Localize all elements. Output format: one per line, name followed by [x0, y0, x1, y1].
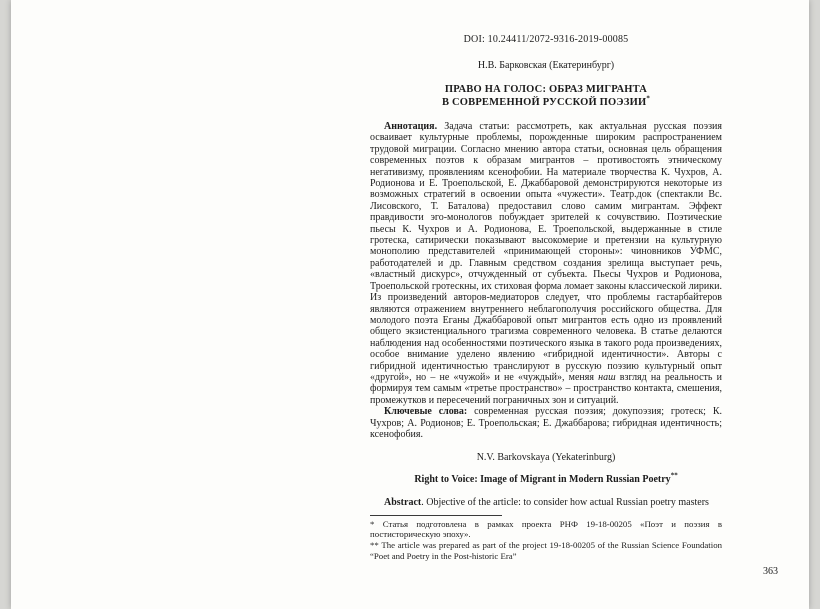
abstract-italic-word: наш	[598, 371, 616, 383]
author-ru: Н.В. Барковская (Екатеринбург)	[477, 60, 615, 71]
abstract-en-text: . Objective of the article: to consider how actual Russian poetry masters	[421, 497, 709, 509]
keywords-label: Ключевые слова:	[384, 406, 468, 418]
footnote-1	[370, 519, 722, 540]
abstract-text-2: взгляд на реальность и формируя тем самым «третье пространство» – пространство контакта, смешения, промежутков и пересечений пограничных зон и ситуаций.	[370, 371, 722, 406]
page-number: 363	[763, 566, 778, 577]
page-scan	[11, 0, 809, 609]
author-en: N.V. Barkovskaya (Yekaterinburg)	[476, 452, 616, 464]
doi-line: DOI: 10.24411/2072-9316-2019-00085	[463, 34, 629, 45]
title-en-footnote-mark: **	[670, 472, 678, 481]
abstract-en-label: Abstract	[384, 497, 422, 509]
footnote-2-text: The article was prepared as part of the project 19-18-00205 of the Russian Science Foundation “Poet and Poetry in the Post-historic Era”	[370, 539, 722, 561]
abstract-label: Аннотация.	[384, 121, 438, 132]
footnote-1-mark: *	[370, 518, 375, 529]
keywords-text: современная русская поэзия; докупоэзия; гротеск; К. Чухров; А. Родионов; Е. Троепольская; Е. Джаббарова; гибридная идентичность; ксенофобия.	[370, 406, 722, 440]
paper-title-ru-line2-text: В СОВРЕМЕННОЙ РУССКОЙ ПОЭЗИИ	[441, 96, 647, 108]
paper-title-ru-line1: ПРАВО НА ГОЛОС: ОБРАЗ МИГРАНТА	[444, 84, 648, 95]
text-column	[370, 34, 722, 561]
paper-title-en-text: Right to Voice: Image of Migrant in Modern Russian Poetry	[414, 474, 671, 486]
keywords-paragraph	[370, 406, 722, 440]
paper-title-ru-line2	[370, 94, 722, 110]
abstract-paragraph	[370, 121, 722, 406]
paper-title-ru	[370, 84, 722, 109]
footnote-2-mark: **	[370, 539, 379, 550]
footnote-1-text: Статья подготовлена в рамках проекта РНФ 19-18-00205 «Поэт и поэзия в постисторическую эпоху».	[370, 518, 722, 540]
abstract-text-1: Задача статьи: рассмотреть, как актуальная русская поэзия осваивает культурные проблемы, порожденные широким распространением трудовой миграции. Согласно мнению автора статьи, основная цель обращения современных поэтов к образам мигрантов – противостоять этническому негативизму, проявлениям ксенофобии. На материале творчества К. Чухров, А. Родионова и Е. Троепольской, Е. Джаббаровой демонстрируются некоторые из возможных стратегий в освоении опыта «чужести». Театр.док (спектакли Вс. Лисовского, Т. Баталова) предоставил слово самим мигрантам. Эффект правдивости эго-монологов побуждает зрителей к сочувствию. Поэтические пьесы К. Чухров и А. Родионова, Е. Троепольской, выдержанные в стиле гротеска, сатирически показывают высокомерие и претензии на культурную монополию представителей «принимающей стороны»: чиновников УФМС, работодателей и др. Главным средством создания зрелища выступает речь, «властный дискурс», отчужденный от субъекта. Пьесы Чухров и Родионова, Троепольской гротескны, их стиховая форма ломает законы классической лирики. Из произведений авторов-медиаторов следует, что проблемы гастарбайтеров являются отражением внутреннего неблагополучия российского общества. Для молодого поэта Еганы Джаббаровой опыт мигрантов есть одно из проявлений общего экзистенциального трагизма современного человека. В статье делаются наблюдения над особенностями поэтического языка в такого рода произведениях, особое внимание уделено явлению «гибридной идентичности». Авторы с гибридной идентичностью транслируют в русскую поэзию культурный опыт «другой», но – не «чужой» и не «чуждый», меняя	[370, 121, 722, 383]
footnote-2	[370, 540, 722, 561]
title-ru-footnote-mark: *	[646, 94, 651, 102]
footnote-divider	[370, 515, 502, 516]
paper-title-en	[370, 474, 722, 485]
abstract-en-paragraph	[370, 497, 722, 508]
